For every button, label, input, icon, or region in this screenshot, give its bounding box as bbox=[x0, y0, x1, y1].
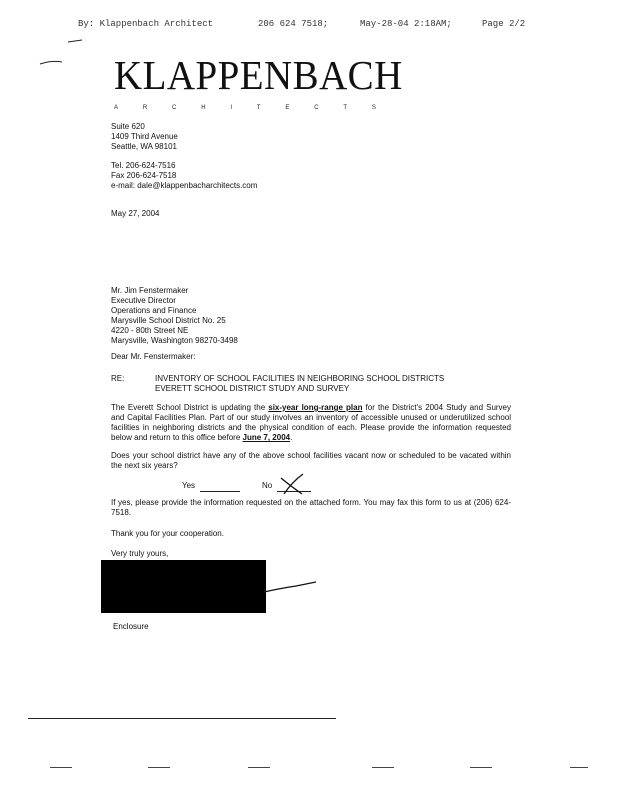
footer-dash bbox=[248, 767, 270, 768]
address-line: Suite 620 bbox=[111, 122, 145, 131]
telephone: Tel. 206-624-7516 bbox=[111, 161, 176, 170]
footer-dash bbox=[372, 767, 394, 768]
redacted-signature bbox=[101, 560, 266, 613]
recipient-line: Mr. Jim Fenstermaker bbox=[111, 286, 189, 295]
fax-page: Page 2/2 bbox=[482, 19, 526, 29]
footer-dash bbox=[50, 767, 72, 768]
footer-dash bbox=[148, 767, 170, 768]
subtitle-letter: T bbox=[256, 105, 261, 111]
address-line: Seattle, WA 98101 bbox=[111, 142, 177, 151]
subtitle-letter: S bbox=[371, 105, 376, 111]
subject-line-1: INVENTORY OF SCHOOL FACILITIES IN NEIGHBORING SCHOOL DISTRICTS bbox=[155, 374, 445, 383]
recipient-line: Marysville School District No. 25 bbox=[111, 316, 226, 325]
recipient-line: 4220 - 80th Street NE bbox=[111, 326, 189, 335]
fax-number: Fax 206-624-7518 bbox=[111, 171, 177, 180]
plan-emphasis: six-year long-range plan bbox=[268, 403, 363, 412]
salutation: Dear Mr. Fenstermaker: bbox=[111, 352, 196, 361]
letter-date: May 27, 2004 bbox=[111, 209, 160, 218]
body-paragraph-1 bbox=[111, 403, 511, 443]
yes-label: Yes bbox=[182, 481, 196, 490]
re-label: RE: bbox=[111, 374, 125, 383]
email-address: e-mail: dale@klappenbacharchitects.com bbox=[111, 181, 258, 190]
subtitle-letter: R bbox=[142, 105, 148, 111]
subject-line-2: EVERETT SCHOOL DISTRICT STUDY AND SURVEY bbox=[155, 384, 350, 393]
subtitle-letter: E bbox=[285, 105, 290, 111]
subtitle-letter: C bbox=[314, 105, 319, 111]
subtitle-letter: C bbox=[172, 105, 177, 111]
letterhead-logo bbox=[114, 52, 403, 111]
recipient-line: Executive Director bbox=[111, 296, 176, 305]
address-line: 1409 Third Avenue bbox=[111, 132, 178, 141]
subtitle-letter: H bbox=[201, 105, 206, 111]
subtitle-letter: I bbox=[230, 105, 233, 111]
fax-header bbox=[78, 19, 538, 33]
firm-subtitle bbox=[114, 105, 376, 111]
firm-contact bbox=[111, 161, 257, 191]
yes-option bbox=[182, 481, 240, 492]
deadline-date: June 7, 2004 bbox=[242, 433, 291, 442]
recipient-line: Operations and Finance bbox=[111, 306, 197, 315]
subtitle-letter: A bbox=[114, 105, 119, 111]
firm-address bbox=[111, 122, 178, 152]
body-paragraph-4: Thank you for your cooperation. bbox=[111, 529, 224, 538]
subtitle-letter: T bbox=[343, 105, 348, 111]
no-label: No bbox=[262, 481, 273, 490]
recipient-address bbox=[111, 286, 238, 346]
body-paragraph-3: If yes, please provide the information requested on the attached form. You may fax this form to us at (206) 624-7518. bbox=[111, 498, 511, 517]
footer-dash bbox=[570, 767, 588, 768]
recipient-line: Marysville, Washington 98270-3498 bbox=[111, 336, 238, 345]
closing: Very truly yours, bbox=[111, 549, 169, 558]
firm-name: KLAPPENBACH bbox=[114, 52, 403, 98]
subject-line bbox=[111, 374, 444, 394]
fax-sender: By: Klappenbach Architect bbox=[78, 19, 214, 29]
fax-phone: 206 624 7518; bbox=[258, 19, 329, 29]
pen-mark bbox=[38, 38, 88, 68]
footer-dash bbox=[470, 767, 492, 768]
body-text: for the District's 2004 Study and Survey and Capital Facilities Plan. Part of our study involves an inventory of accessible unused or underutilized school facilities in neighboring districts and the physical condition of each. Please provide the information requested below and return to this office before bbox=[111, 403, 512, 442]
yes-blank bbox=[200, 481, 240, 492]
body-paragraph-2: Does your school district have any of the above school facilities vacant now or scheduled to be vacated within the next six years? bbox=[111, 451, 511, 470]
signature-stroke bbox=[262, 578, 318, 598]
fax-date-time: May-28-04 2:18AM; bbox=[360, 19, 452, 29]
footer-rule bbox=[28, 718, 336, 719]
enclosure-note: Enclosure bbox=[113, 622, 149, 631]
check-mark-x bbox=[278, 472, 306, 496]
body-text: . bbox=[290, 433, 293, 442]
body-text: The Everett School District is updating the bbox=[111, 403, 269, 412]
